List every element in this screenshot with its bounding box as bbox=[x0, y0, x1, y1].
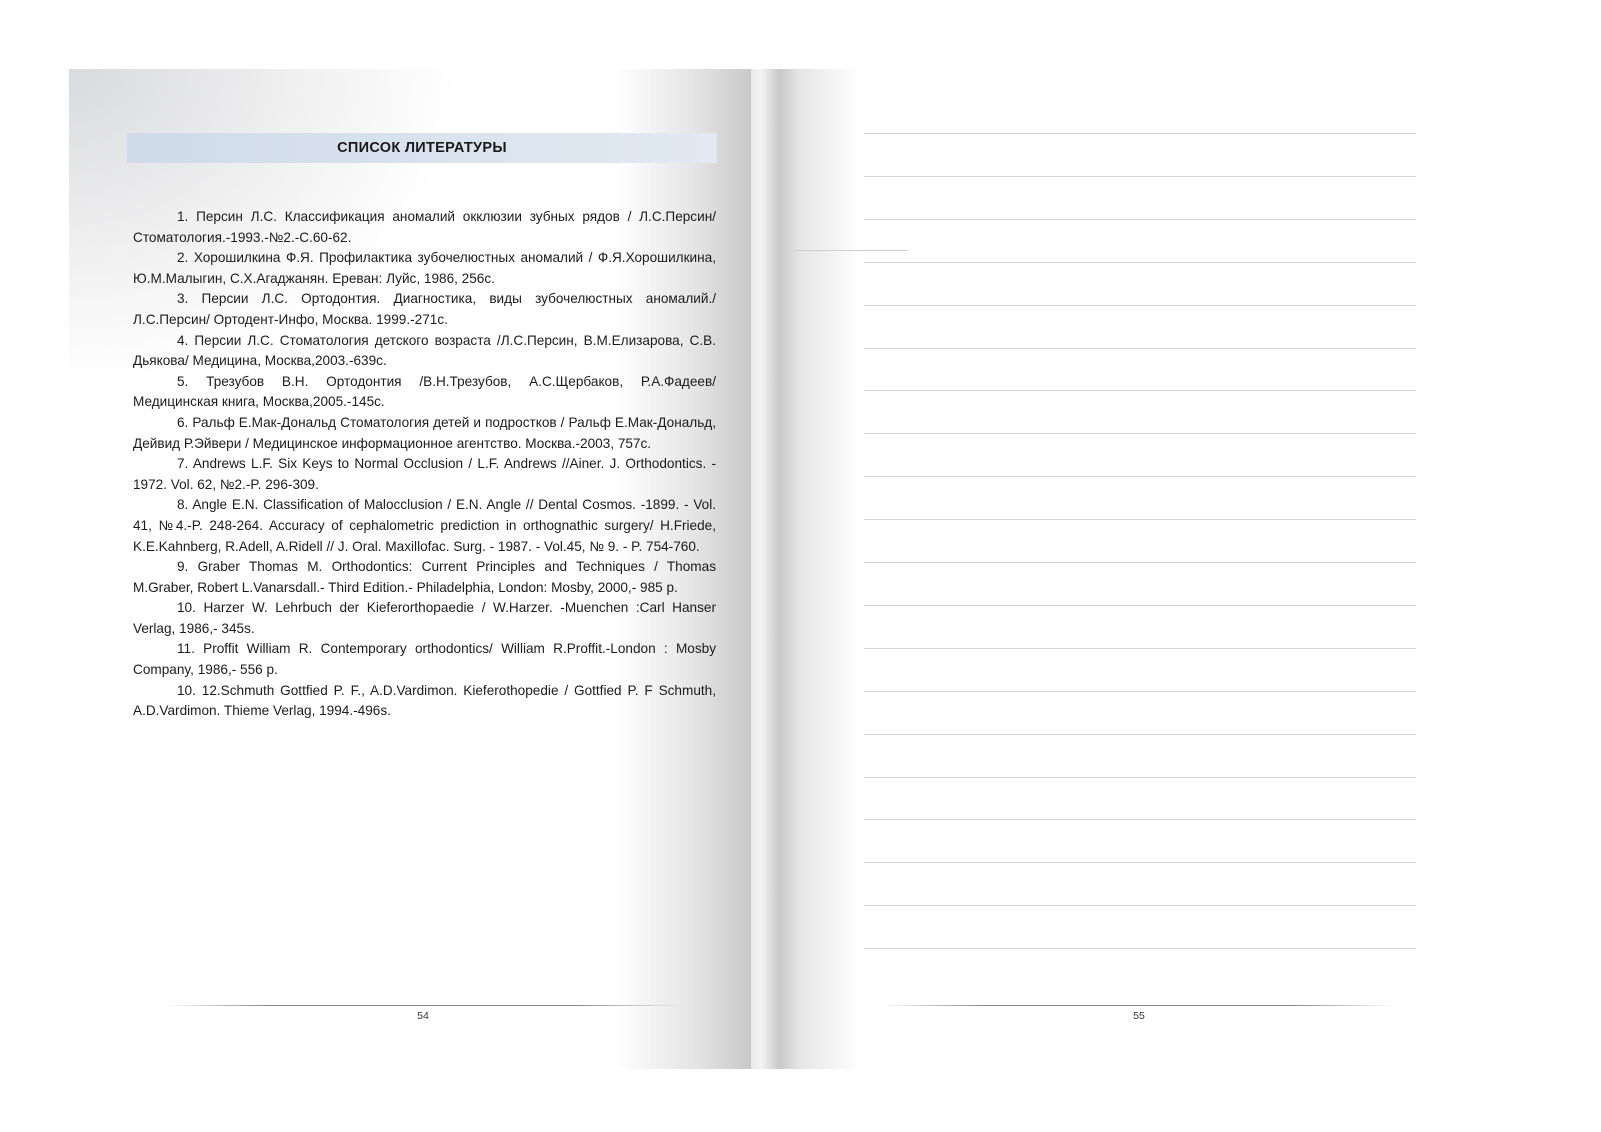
note-line bbox=[864, 433, 1416, 434]
reference-item: 3. Персии Л.С. Ортодонтия. Диагностика, виды зубочелюстных аномалий./ Л.С.Персин/ Ортодент-Инфо, Москва. 1999.-271с. bbox=[133, 291, 716, 327]
note-line bbox=[864, 476, 1416, 477]
reference-item: 1. Персин Л.С. Классификация аномалий окклюзии зубных рядов / Л.С.Персин/ Стоматология.-1993.-№2.-С.60-62. bbox=[133, 209, 716, 245]
references-heading: СПИСОК ЛИТЕРАТУРЫ bbox=[127, 133, 717, 163]
reference-item: 11. Proffit William R. Contemporary orthodontics/ William R.Proffit.-London : Mosby Company, 1986,- 556 p. bbox=[133, 641, 716, 678]
note-line bbox=[864, 262, 1416, 263]
note-line bbox=[864, 133, 1416, 134]
right-page-number: 55 bbox=[1133, 1010, 1145, 1022]
note-line bbox=[864, 819, 1416, 820]
reference-item: 7. Andrews L.F. Six Keys to Normal Occlusion / L.F. Andrews //Ainer. J. Orthodontics. - 1972. Vol. 62, №2.-P. 296-309. bbox=[133, 456, 716, 492]
note-line bbox=[864, 691, 1416, 692]
left-page-number: 54 bbox=[417, 1010, 429, 1022]
note-line bbox=[864, 605, 1416, 606]
note-line bbox=[864, 390, 1416, 391]
reference-item: 9. Graber Thomas M. Orthodontics: Current Principles and Techniques / Thomas M.Graber, Robert L.Vanarsdall.- Third Edition.- Philadelphia, London: Mosby, 2000,- 985 p. bbox=[133, 559, 716, 595]
note-line bbox=[864, 176, 1416, 177]
reference-item: 4. Персии Л.С. Стоматология детского возраста /Л.С.Персин, В.М.Елизарова, С.В. Дьякова/ Медицина, Москва,2003.-639с. bbox=[133, 332, 716, 369]
right-footer-rule bbox=[880, 1005, 1395, 1006]
note-line bbox=[864, 862, 1416, 863]
reference-item: 2. Хорошилкина Ф.Я. Профилактика зубочелюстных аномалий / Ф.Я.Хорошилкина, Ю.М.Малыгин, С.Х.Агаджанян. Ереван: Луйс, 1986, 256с. bbox=[133, 250, 716, 286]
note-line bbox=[864, 648, 1416, 649]
note-line bbox=[864, 777, 1416, 778]
note-line bbox=[864, 562, 1416, 563]
short-note-line bbox=[795, 250, 908, 251]
left-page bbox=[69, 69, 751, 1069]
note-line bbox=[864, 734, 1416, 735]
note-line bbox=[864, 948, 1416, 949]
reference-item: 10. 12.Schmuth Gottfied P. F., A.D.Vardimon. Kieferothopedie / Gottfied P. F Schmuth, A.D.Vardimon. Thieme Verlag, 1994.-496s. bbox=[133, 682, 716, 719]
left-footer-rule bbox=[165, 1005, 680, 1006]
note-line bbox=[864, 305, 1416, 306]
reference-item: 10. Harzer W. Lehrbuch der Kieferorthopaedie / W.Harzer. -Muenchen :Carl Hanser Verlag, 1986,- 345s. bbox=[133, 600, 716, 636]
reference-item: 8. Angle E.N. Classification of Malocclusion / E.N. Angle // Dental Cosmos. -1899. - Vol. 41, №4.-P. 248-264. Accuracy of cephalometric prediction in orthognathic surgery/ H.Friede, K.E.Kahnberg, R.Adell, A.Ridell // J. Oral. Maxillofac. Surg. - 1987. - Vol.45, № 9. - P. 754-760. bbox=[133, 497, 716, 554]
reference-item: 6. Ральф Е.Мак-Дональд Стоматология детей и подростков / Ральф Е.Мак-Дональд, Дейвид Р.Эйвери / Медицинское информационное агентство. Москва.-2003, 757с. bbox=[133, 414, 716, 451]
note-line bbox=[864, 519, 1416, 520]
reference-list bbox=[133, 207, 716, 722]
note-line bbox=[864, 905, 1416, 906]
note-line bbox=[864, 348, 1416, 349]
note-line bbox=[864, 219, 1416, 220]
reference-item: 5. Трезубов В.Н. Ортодонтия /В.Н.Трезубов, А.С.Щербаков, Р.А.Фадеев/ Медицинская книга, Москва,2005.-145с. bbox=[133, 373, 716, 410]
